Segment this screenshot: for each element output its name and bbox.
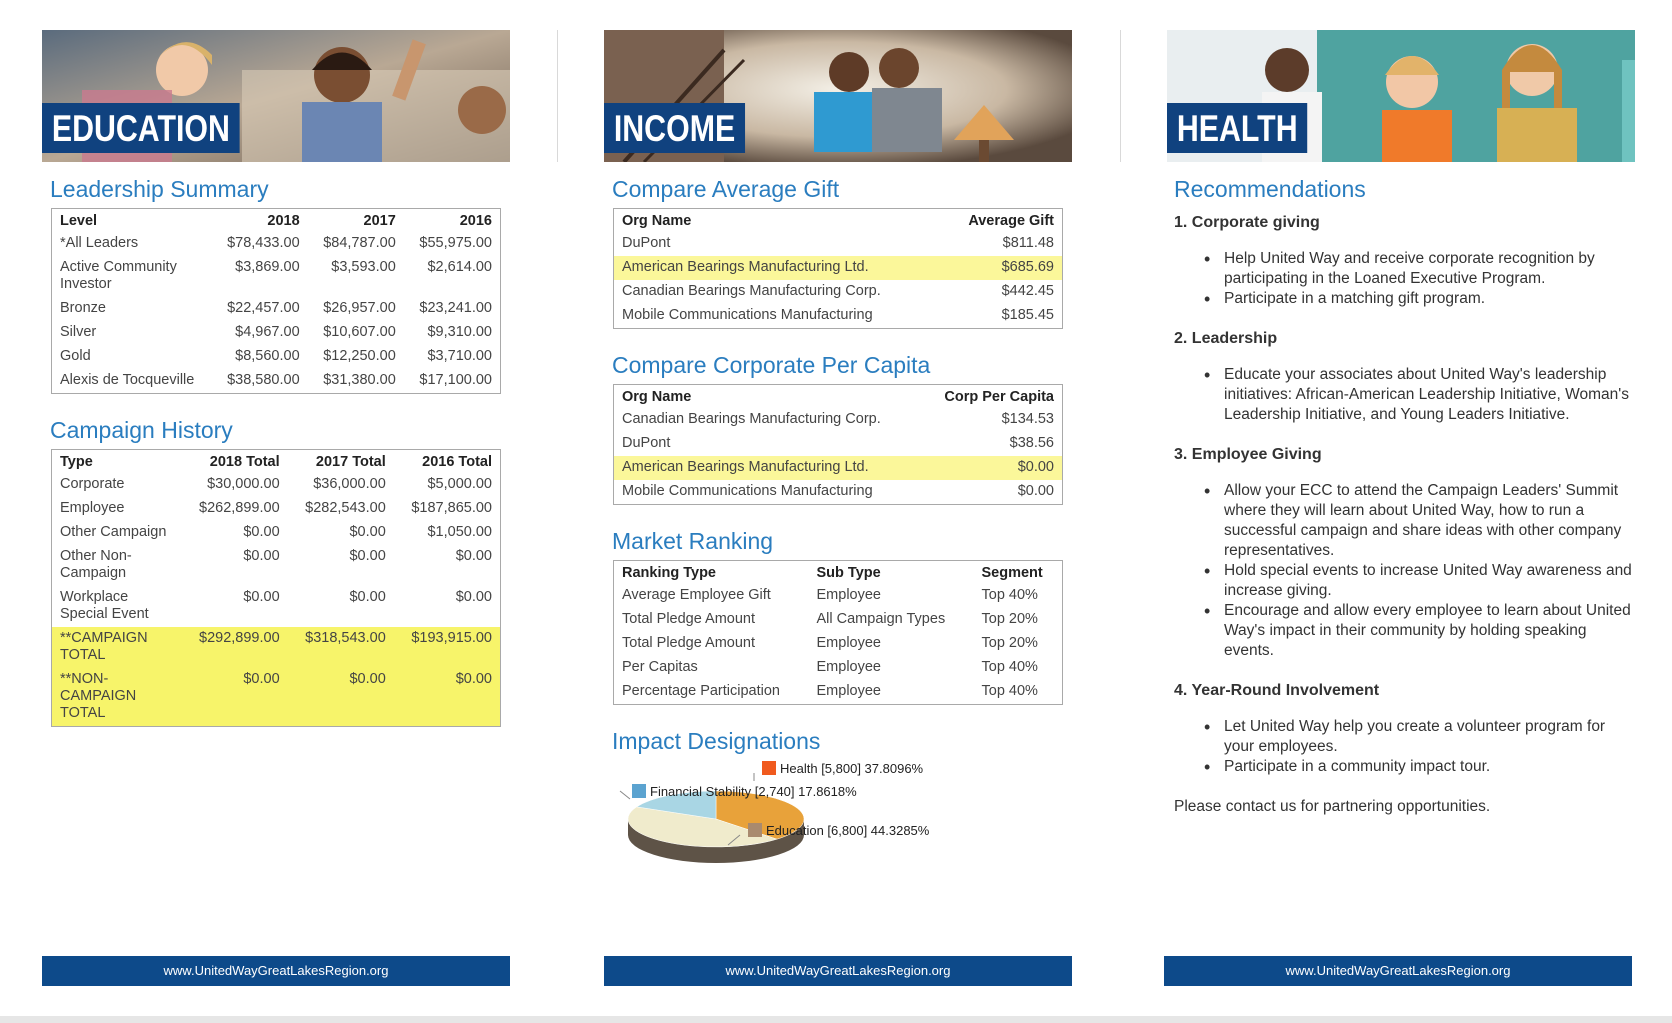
table-row — [614, 480, 1063, 505]
table-row — [52, 369, 501, 394]
table-row — [52, 627, 501, 668]
recommendation-heading: 1. Corporate giving — [1174, 214, 1320, 231]
recommendation-items — [1224, 481, 1635, 661]
legend-label: Health [5,800] 37.8096% — [780, 761, 924, 776]
table-cell: $0.00 — [182, 668, 288, 727]
table-cell: $5,000.00 — [427, 476, 492, 492]
column-header: 2016 — [459, 213, 492, 229]
column-divider — [1120, 30, 1121, 162]
column-divider — [557, 30, 558, 162]
education-footer-url[interactable]: www.UnitedWayGreatLakesRegion.org — [42, 956, 510, 986]
table-cell: $78,433.00 — [227, 235, 300, 251]
table-cell: $282,543.00 — [305, 500, 386, 516]
table-cell: DuPont — [622, 235, 671, 251]
list-item: • Hold special events to increase United Way awareness and increase giving. — [1224, 561, 1635, 601]
education-column — [42, 30, 510, 988]
table-cell: DuPont — [622, 435, 671, 451]
column-header: 2017 Total — [315, 454, 386, 470]
table-cell: $26,957.00 — [323, 300, 396, 316]
list-item: • Let United Way help you create a volunteer program for your employees. — [1224, 717, 1635, 757]
page-bottom-strip — [0, 1016, 1672, 1023]
leadership-summary-title: Leadership Summary — [50, 176, 269, 202]
recommendations-title: Recommendations — [1174, 176, 1366, 202]
list-item: • Help United Way and receive corporate recognition by participating in the Loaned Executive Program. — [1224, 249, 1635, 289]
table-cell: Average Employee Gift — [622, 587, 771, 603]
table-cell: $685.69 — [941, 256, 1063, 280]
legend-swatch — [632, 784, 646, 798]
recommendation-items — [1224, 717, 1635, 777]
table-row — [52, 473, 501, 497]
recommendations-list — [1174, 213, 1635, 817]
campaign-history-table — [51, 449, 501, 727]
market-ranking-title: Market Ranking — [612, 528, 774, 554]
table-cell: Active Community Investor — [60, 259, 177, 292]
table-row — [614, 608, 1063, 632]
table-row — [614, 656, 1063, 680]
table-cell: Total Pledge Amount — [622, 635, 756, 651]
table-cell: $23,241.00 — [419, 300, 492, 316]
list-item: • Participate in a community impact tour. — [1224, 757, 1635, 777]
table-cell: $442.45 — [1001, 283, 1054, 299]
legend-leader-line — [620, 791, 630, 799]
health-hero-label: HEALTH — [1167, 103, 1307, 153]
table-cell: $193,915.00 — [394, 627, 501, 668]
list-item: • Encourage and allow every employee to learn about United Way's impact in their community by holding speaking events. — [1224, 601, 1635, 661]
table-cell: $3,869.00 — [235, 259, 300, 275]
table-cell: $38.56 — [1009, 435, 1054, 451]
table-cell: *All Leaders — [60, 235, 139, 251]
table-row — [614, 584, 1063, 608]
health-hero-image — [1167, 30, 1635, 162]
table-cell: Other Campaign — [60, 524, 167, 540]
compare-per-capita-title: Compare Corporate Per Capita — [612, 352, 931, 378]
compare-average-gift-table — [613, 208, 1063, 329]
health-footer-url[interactable]: www.UnitedWayGreatLakesRegion.org — [1164, 956, 1632, 986]
table-cell: $4,967.00 — [235, 324, 300, 340]
column-header: 2017 — [363, 213, 396, 229]
table-row — [614, 256, 1063, 280]
table-cell: Other Non-Campaign — [60, 548, 132, 581]
contact-text: Please contact us for partnering opportunities. — [1174, 798, 1491, 815]
table-cell: Employee — [816, 587, 881, 603]
table-row — [614, 632, 1063, 656]
legend-label: Education [6,800] 44.3285% — [766, 823, 930, 838]
table-cell: $0.00 — [243, 589, 280, 605]
income-hero-label: INCOME — [604, 103, 745, 153]
table-cell: Mobile Communications Manufacturing — [622, 483, 873, 499]
column-header: Org Name — [622, 389, 692, 405]
table-row — [52, 297, 501, 321]
table-cell: Corporate — [60, 476, 125, 492]
table-cell: Employee — [816, 659, 881, 675]
education-hero-image — [42, 30, 510, 162]
table-row — [52, 497, 501, 521]
legend-swatch — [762, 761, 776, 775]
income-hero-image — [604, 30, 1072, 162]
table-cell: American Bearings Manufacturing Ltd. — [614, 256, 941, 280]
table-cell: Percentage Participation — [622, 683, 780, 699]
recommendation-items — [1224, 365, 1635, 425]
table-cell: Mobile Communications Manufacturing — [622, 307, 873, 323]
table-cell: Employee — [816, 683, 881, 699]
table-row — [614, 232, 1063, 256]
table-cell: $0.00 — [455, 548, 492, 564]
table-cell: **CAMPAIGN TOTAL — [52, 627, 182, 668]
table-cell: $185.45 — [1001, 307, 1054, 323]
table-cell: Alexis de Tocqueville — [60, 372, 195, 388]
column-header: Org Name — [622, 213, 692, 229]
table-cell: $17,100.00 — [419, 372, 492, 388]
column-header: Corp Per Capita — [944, 389, 1054, 405]
list-item: • Educate your associates about United Way's leadership initiatives: African-American Leadership Initiative, Woman's Leadership Initiative, and Young Leaders Initiative. — [1224, 365, 1635, 425]
table-row — [52, 545, 501, 586]
table-row — [614, 304, 1063, 329]
table-row — [52, 668, 501, 727]
leadership-summary-table — [51, 208, 501, 394]
table-row — [52, 586, 501, 627]
column-header: Level — [60, 213, 98, 229]
table-cell: Top 20% — [981, 611, 1038, 627]
column-header: Segment — [981, 565, 1043, 581]
table-cell: $0.00 — [288, 668, 394, 727]
legend-label: Financial Stability [2,740] 17.8618% — [650, 784, 857, 799]
column-header: Type — [60, 454, 93, 470]
table-cell: $0.00 — [243, 524, 280, 540]
table-cell: Silver — [60, 324, 97, 340]
table-row — [52, 232, 501, 256]
table-cell: $811.48 — [1002, 235, 1054, 251]
impact-designations-chart — [604, 755, 1072, 865]
education-hero-label: EDUCATION — [42, 103, 240, 153]
table-cell: $12,250.00 — [323, 348, 396, 364]
table-row — [614, 456, 1063, 480]
table-cell: $0.00 — [349, 548, 386, 564]
table-cell: $9,310.00 — [427, 324, 492, 340]
table-cell: $0.00 — [455, 589, 492, 605]
table-cell: $0.00 — [921, 456, 1062, 480]
list-item: • Allow your ECC to attend the Campaign Leaders' Summit where they will learn about United Way, how to run a successful campaign and share ideas with other company representatives. — [1224, 481, 1635, 561]
table-cell: $318,543.00 — [288, 627, 394, 668]
table-cell: $36,000.00 — [313, 476, 386, 492]
table-row — [614, 408, 1063, 432]
column-header: 2018 Total — [209, 454, 280, 470]
table-cell: $8,560.00 — [235, 348, 300, 364]
table-cell: $0.00 — [243, 548, 280, 564]
table-cell: $292,899.00 — [182, 627, 288, 668]
table-cell: $2,614.00 — [427, 259, 492, 275]
table-cell: $262,899.00 — [199, 500, 280, 516]
table-cell: $0.00 — [394, 668, 501, 727]
column-header: Average Gift — [968, 213, 1054, 229]
table-cell: Total Pledge Amount — [622, 611, 756, 627]
table-cell: $3,710.00 — [427, 348, 492, 364]
table-row — [614, 280, 1063, 304]
table-row — [52, 321, 501, 345]
table-row — [614, 680, 1063, 705]
table-cell: Top 20% — [981, 635, 1038, 651]
recommendation-heading: 3. Employee Giving — [1174, 446, 1322, 463]
table-cell: All Campaign Types — [816, 611, 946, 627]
table-cell: $0.00 — [349, 524, 386, 540]
table-cell: Gold — [60, 348, 91, 364]
table-cell: $134.53 — [1001, 411, 1054, 427]
table-row — [52, 256, 501, 297]
table-cell: Canadian Bearings Manufacturing Corp. — [622, 411, 881, 427]
table-cell: Bronze — [60, 300, 106, 316]
table-row — [52, 521, 501, 545]
income-footer-url[interactable]: www.UnitedWayGreatLakesRegion.org — [604, 956, 1072, 986]
campaign-history-title: Campaign History — [50, 417, 233, 443]
recommendation-heading: 2. Leadership — [1174, 330, 1278, 347]
income-column — [604, 30, 1072, 988]
table-cell: Workplace Special Event — [60, 589, 149, 622]
table-cell: Top 40% — [981, 683, 1038, 699]
table-cell: Canadian Bearings Manufacturing Corp. — [622, 283, 881, 299]
table-cell: $3,593.00 — [331, 259, 396, 275]
column-header: Ranking Type — [622, 565, 716, 581]
column-header: 2016 Total — [422, 454, 492, 470]
table-cell: Employee — [816, 635, 881, 651]
table-cell: $1,050.00 — [427, 524, 492, 540]
compare-average-gift-title: Compare Average Gift — [612, 176, 840, 202]
table-cell: **NON-CAMPAIGN TOTAL — [52, 668, 182, 727]
table-cell: Top 40% — [981, 659, 1038, 675]
table-row — [614, 432, 1063, 456]
market-ranking-table — [613, 560, 1063, 705]
compare-per-capita-table — [613, 384, 1063, 505]
table-cell: Top 40% — [981, 587, 1038, 603]
impact-designations-title: Impact Designations — [612, 728, 821, 754]
list-item: • Participate in a matching gift program. — [1224, 289, 1635, 309]
recommendation-heading: 4. Year-Round Involvement — [1174, 682, 1380, 699]
table-cell: Employee — [60, 500, 125, 516]
table-cell: $10,607.00 — [323, 324, 396, 340]
table-cell: $0.00 — [1017, 483, 1054, 499]
table-cell: $30,000.00 — [207, 476, 280, 492]
table-cell: $0.00 — [349, 589, 386, 605]
table-cell: $22,457.00 — [227, 300, 300, 316]
table-cell: Per Capitas — [622, 659, 698, 675]
table-cell: American Bearings Manufacturing Ltd. — [614, 456, 922, 480]
legend-swatch — [748, 823, 762, 837]
column-header: 2018 — [267, 213, 300, 229]
table-cell: $187,865.00 — [411, 500, 492, 516]
recommendation-items — [1224, 249, 1635, 309]
table-cell: $38,580.00 — [227, 372, 300, 388]
table-cell: $31,380.00 — [323, 372, 396, 388]
table-cell: $84,787.00 — [323, 235, 396, 251]
table-cell: $55,975.00 — [419, 235, 492, 251]
column-header: Sub Type — [816, 565, 881, 581]
table-row — [52, 345, 501, 369]
health-column — [1167, 30, 1635, 988]
